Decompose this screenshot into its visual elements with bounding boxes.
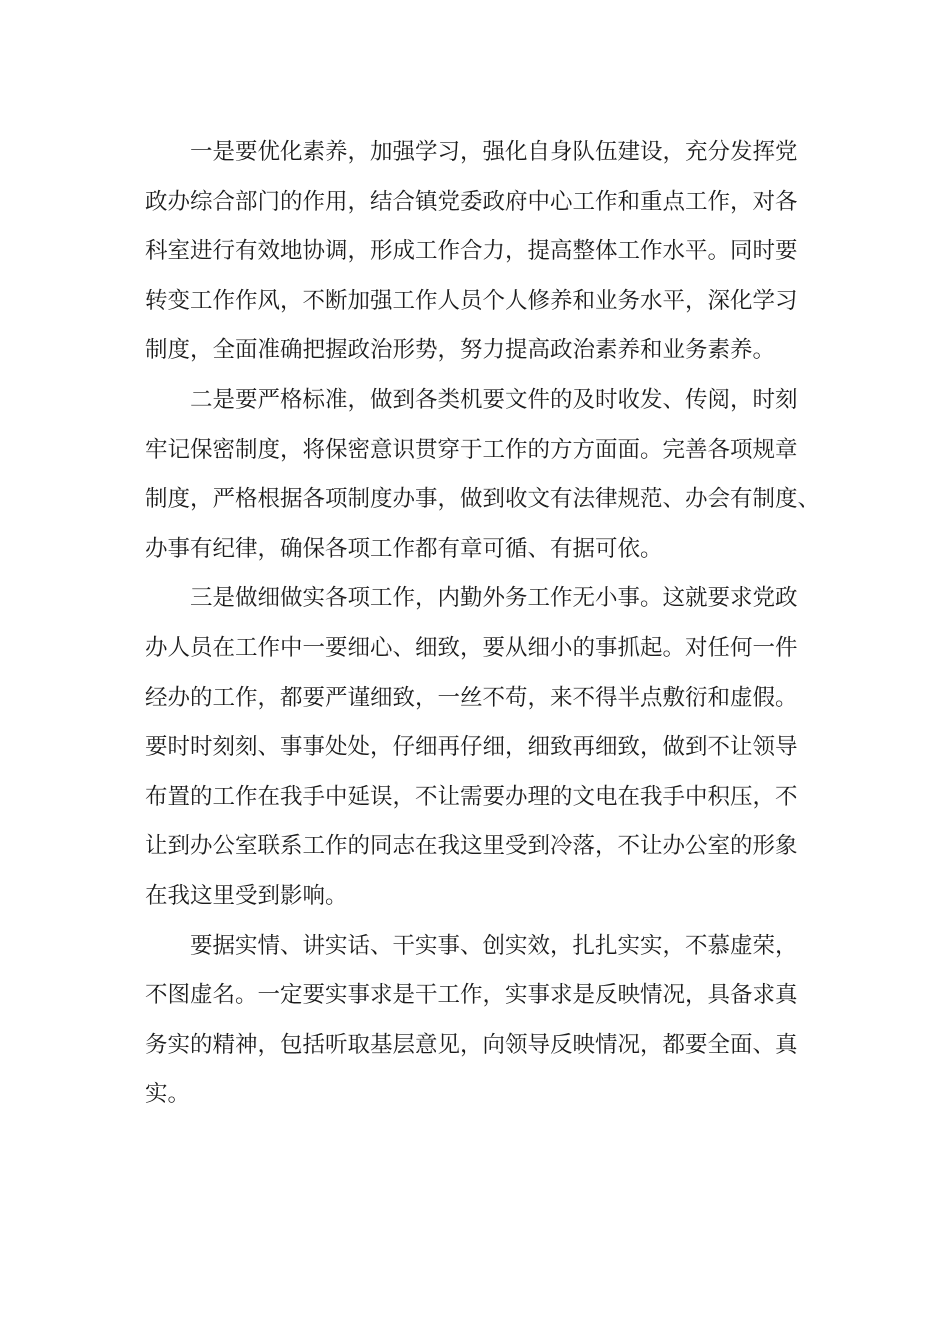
paragraph [145, 376, 821, 574]
text-line: 办人员在工作中一要细心、细致，要从细小的事抓起。对任何一件 [145, 634, 798, 661]
text-line: 布置的工作在我手中延误，不让需要办理的文电在我手中积压，不 [145, 783, 798, 810]
paragraph [145, 574, 815, 921]
text-line: 要据实情、讲实话、干实事、创实效，扎扎实实，不慕虚荣， [190, 932, 798, 959]
paragraph [145, 128, 815, 376]
text-line: 在我这里受到影响。 [145, 882, 348, 909]
text-line: 务实的精神，包括听取基层意见，向领导反映情况，都要全面、真 [145, 1031, 798, 1058]
text-line: 牢记保密制度，将保密意识贯穿于工作的方方面面。完善各项规章 [145, 436, 798, 463]
text-line: 制度，全面准确把握政治形势，努力提高政治素养和业务素养。 [145, 337, 776, 364]
text-line: 办事有纪律，确保各项工作都有章可循、有据可依。 [145, 535, 663, 562]
text-line: 科室进行有效地协调，形成工作合力，提高整体工作水平。同时要 [145, 238, 798, 265]
text-line: 制度，严格根据各项制度办事，做到收文有法律规范、办会有制度、 [145, 486, 821, 513]
text-line: 要时时刻刻、事事处处，仔细再仔细，细致再细致，做到不让领导 [145, 734, 798, 761]
text-line: 三是做细做实各项工作，内勤外务工作无小事。这就要求党政 [190, 585, 798, 612]
text-line: 让到办公室联系工作的同志在我这里受到冷落，不让办公室的形象 [145, 833, 798, 860]
paragraph [145, 922, 815, 1120]
text-line: 不图虚名。一定要实事求是干工作，实事求是反映情况，具备求真 [145, 982, 798, 1009]
text-line: 经办的工作，都要严谨细致，一丝不苟，来不得半点敷衍和虚假。 [145, 684, 798, 711]
text-line: 二是要严格标准，做到各类机要文件的及时收发、传阅，时刻 [190, 386, 798, 413]
text-line: 一是要优化素养，加强学习，强化自身队伍建设，充分发挥党 [190, 139, 798, 165]
text-line: 政办综合部门的作用，结合镇党委政府中心工作和重点工作，对各 [145, 188, 798, 215]
text-line: 实。 [145, 1081, 191, 1108]
document-body [145, 128, 821, 1120]
text-line: 转变工作作风，不断加强工作人员个人修养和业务水平，深化学习 [145, 287, 798, 314]
